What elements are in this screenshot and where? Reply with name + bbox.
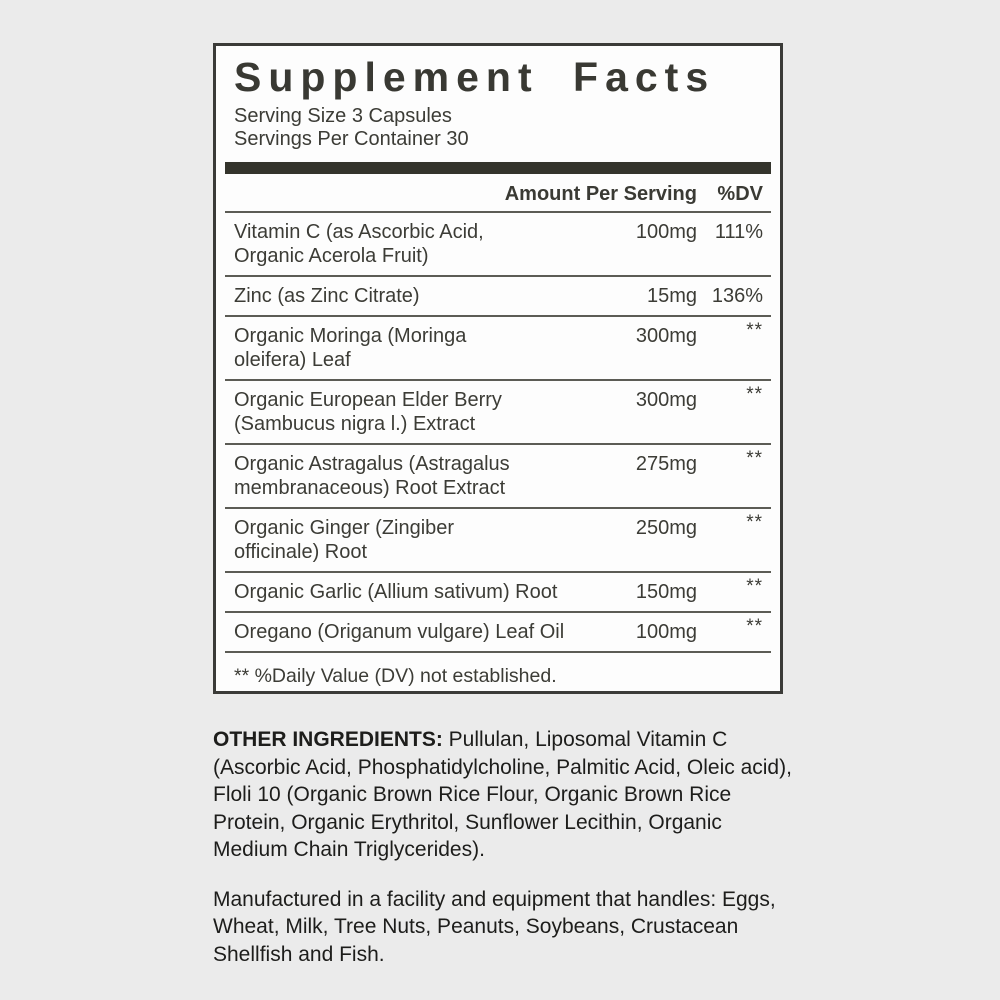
ingredient-dv: ** bbox=[746, 383, 763, 405]
ingredient-dv: 136% bbox=[711, 284, 763, 307]
ingredient-row bbox=[225, 275, 771, 315]
ingredient-dv: ** bbox=[746, 575, 763, 597]
ingredient-row bbox=[225, 571, 771, 611]
ingredient-name: Organic Astragalus (Astragalus membranaceous) Root Extract bbox=[234, 452, 510, 499]
ingredient-rows bbox=[225, 211, 771, 653]
ingredient-row bbox=[225, 507, 771, 571]
ingredient-name: Oregano (Origanum vulgare) Leaf Oil bbox=[234, 620, 565, 643]
ingredient-row bbox=[225, 379, 771, 443]
footnote: ** %Daily Value (DV) not established. bbox=[234, 664, 557, 687]
ingredient-name: Organic European Elder Berry (Sambucus nigra l.) Extract bbox=[234, 388, 502, 435]
column-header-dv: %DV bbox=[717, 182, 763, 205]
ingredient-amount: 100mg bbox=[635, 220, 697, 243]
thick-divider-bar bbox=[225, 162, 771, 174]
panel-title: Supplement Facts bbox=[234, 54, 716, 100]
ingredient-dv: ** bbox=[746, 447, 763, 469]
ingredient-row bbox=[225, 315, 771, 379]
ingredient-amount: 300mg bbox=[635, 324, 697, 347]
ingredient-name: Organic Moringa (Moringa oleifera) Leaf bbox=[234, 324, 467, 371]
ingredient-dv: 111% bbox=[714, 220, 763, 243]
ingredient-row bbox=[225, 443, 771, 507]
serving-info bbox=[234, 105, 762, 152]
ingredient-name: Organic Ginger (Zingiber officinale) Root bbox=[234, 516, 455, 563]
ingredient-row bbox=[225, 611, 771, 653]
column-header bbox=[225, 174, 771, 211]
ingredient-name: Zinc (as Zinc Citrate) bbox=[234, 284, 420, 307]
column-header-amount: Amount Per Serving bbox=[504, 182, 697, 205]
ingredient-amount: 300mg bbox=[635, 388, 697, 411]
ingredient-name: Organic Garlic (Allium sativum) Root bbox=[234, 580, 558, 603]
ingredient-amount: 100mg bbox=[635, 620, 697, 643]
ingredient-name: Vitamin C (as Ascorbic Acid, Organic Acerola Fruit) bbox=[234, 220, 484, 267]
ingredient-dv: ** bbox=[746, 511, 763, 533]
ingredient-amount: 250mg bbox=[635, 516, 697, 539]
ingredient-amount: 275mg bbox=[635, 452, 697, 475]
ingredient-amount: 150mg bbox=[635, 580, 697, 603]
other-ingredients-paragraph bbox=[213, 726, 801, 864]
bottom-text-block bbox=[213, 726, 801, 968]
ingredient-row bbox=[225, 211, 771, 275]
servings-per-container: Servings Per Container 30 bbox=[234, 128, 469, 151]
ingredient-dv: ** bbox=[746, 319, 763, 341]
ingredient-amount: 15mg bbox=[646, 284, 697, 307]
ingredient-dv: ** bbox=[746, 615, 763, 637]
allergen-paragraph: Manufactured in a facility and equipment that handles: Eggs, Wheat, Milk, Tree Nuts, Peanuts, Soybeans, Crustacean Shellfish and Fish. bbox=[213, 887, 776, 966]
other-ingredients-label: OTHER INGREDIENTS: bbox=[213, 728, 443, 751]
supplement-facts-panel bbox=[213, 43, 783, 694]
serving-size: Serving Size 3 Capsules bbox=[234, 104, 452, 127]
other-ingredients-text: Pullulan, Liposomal Vitamin C (Ascorbic Acid, Phosphatidylcholine, Palmitic Acid, Oleic acid), Floli 10 (Organic Brown Rice Flour, Organic Brown Rice Protein, Organic Erythritol, Sunflower Lecithin, Organic Medium Chain Triglycerides). bbox=[213, 728, 792, 861]
